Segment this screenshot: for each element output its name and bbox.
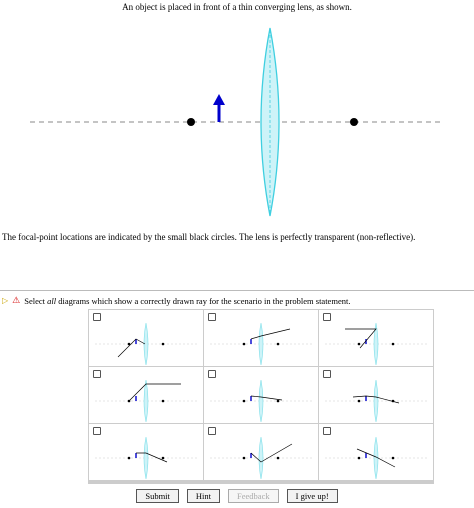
option-cell-6[interactable] <box>319 367 433 423</box>
option-cell-1[interactable] <box>89 310 203 366</box>
option-cell-2[interactable] <box>204 310 318 366</box>
warning-icon: ⚠ <box>12 295 21 305</box>
question-prompt <box>2 295 350 306</box>
focal-point-description: The focal-point locations are indicated by the small black circles. The lens is perfectly transparent (non-reflective). <box>2 232 416 242</box>
focal-point-left <box>187 118 195 126</box>
option-cell-4[interactable] <box>89 367 203 423</box>
option-cell-7[interactable] <box>89 424 203 480</box>
give-up-button[interactable]: I give up! <box>287 489 338 503</box>
option-diagram-1 <box>89 310 203 366</box>
feedback-button: Feedback <box>228 489 279 503</box>
lens-diagram <box>0 18 474 223</box>
option-diagram-6 <box>319 367 433 423</box>
diagram-options-grid <box>88 309 434 484</box>
option-cell-9[interactable] <box>319 424 433 480</box>
question-text: Select all diagrams which show a correctly drawn ray for the scenario in the problem statement. <box>24 295 351 306</box>
option-cell-8[interactable] <box>204 424 318 480</box>
option-diagram-8 <box>204 424 318 480</box>
intro-text: An object is placed in front of a thin converging lens, as shown. <box>122 2 352 12</box>
submit-button[interactable]: Submit <box>136 489 179 503</box>
option-diagram-9 <box>319 424 433 480</box>
object-arrow <box>213 94 225 122</box>
option-cell-5[interactable] <box>204 367 318 423</box>
option-diagram-2 <box>204 310 318 366</box>
option-cell-3[interactable] <box>319 310 433 366</box>
option-diagram-3 <box>319 310 433 366</box>
right-triangle-icon: ▷ <box>2 296 9 305</box>
hint-button[interactable]: Hint <box>187 489 220 503</box>
focal-point-right <box>350 118 358 126</box>
action-buttons <box>0 489 474 503</box>
option-diagram-5 <box>204 367 318 423</box>
divider <box>0 290 474 291</box>
option-diagram-7 <box>89 424 203 480</box>
option-diagram-4 <box>89 367 203 423</box>
